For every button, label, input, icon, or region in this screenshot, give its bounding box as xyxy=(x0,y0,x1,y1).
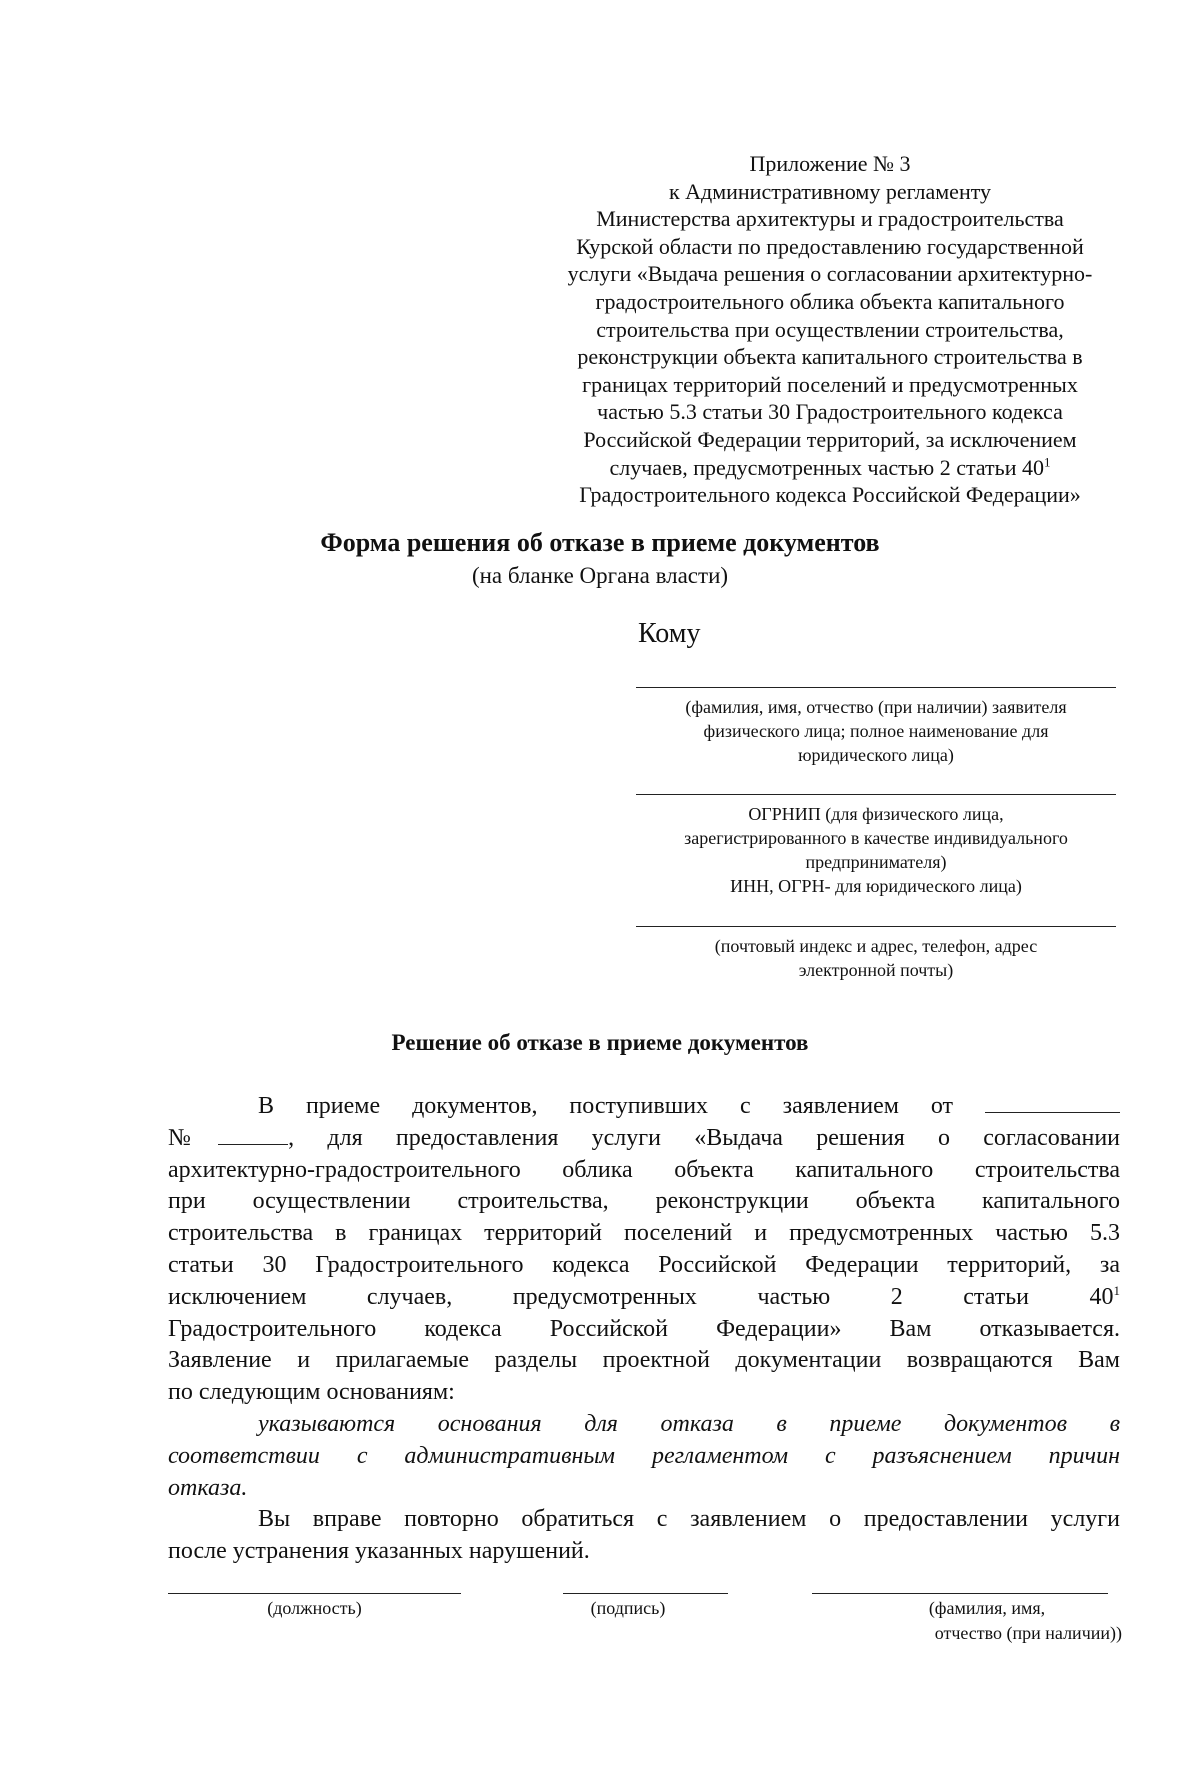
appendix-line: Градостроительного кодекса Российской Федерации» xyxy=(579,482,1081,508)
date-blank xyxy=(985,1092,1120,1113)
grounds-line: соответствии с административным регламентом с разъяснением причин xyxy=(168,1442,1120,1469)
body-line-text: В приеме документов, поступивших с заявлением от xyxy=(258,1093,954,1119)
appendix-line: Приложение № 3 xyxy=(749,151,911,176)
position-signature-line xyxy=(168,1593,461,1594)
field-caption: (почтовый индекс и адрес, телефон, адрес xyxy=(714,936,1038,956)
name-label xyxy=(812,1596,1122,1646)
recipient-name-field xyxy=(636,687,1116,767)
body-line: при осуществлении строительства, реконструкции объекта капитального xyxy=(168,1188,1120,1215)
body-line: архитектурно-градостроительного облика объекта капитального строительства xyxy=(168,1156,1120,1183)
field-caption: предпринимателя) xyxy=(805,852,947,872)
appendix-line: Министерства архитектуры и градостроительства xyxy=(596,206,1064,232)
name-label-line: (фамилия, имя, xyxy=(928,1598,1046,1618)
body-line xyxy=(168,1282,1120,1314)
field-caption: физического лица; полное наименование для xyxy=(703,721,1049,741)
field-caption: (фамилия, имя, отчество (при наличии) заявителя xyxy=(685,697,1067,717)
body-line: Заявление и прилагаемые разделы проектной документации возвращаются Вам xyxy=(168,1347,1120,1374)
form-subtitle: (на бланке Органа власти) xyxy=(471,563,729,588)
number-blank xyxy=(218,1124,288,1145)
number-sign: № xyxy=(168,1124,219,1151)
field-caption: ИНН, ОГРН- для юридического лица) xyxy=(730,876,1022,896)
name-label-line: отчество (при наличии)) xyxy=(934,1623,1122,1643)
body-line: после устранения указанных нарушений. xyxy=(168,1538,590,1565)
body-line: по следующим основаниям: xyxy=(168,1379,455,1406)
appendix-line: реконструкции объекта капитального строительства в xyxy=(577,344,1083,370)
appendix-line: Курской области по предоставлению государственной xyxy=(576,233,1084,259)
field-caption: электронной почты) xyxy=(798,960,954,980)
appendix-line: частью 5.3 статьи 30 Градостроительного кодекса xyxy=(597,399,1063,425)
body-line-text: , для предоставления услуги «Выдача решения о согласовании xyxy=(288,1124,1121,1151)
field-caption: зарегистрированного в качестве индивидуального xyxy=(684,828,1068,848)
position-label: (должность) xyxy=(267,1598,362,1618)
body-line xyxy=(168,1091,1120,1123)
field-caption: юридического лица) xyxy=(798,745,954,765)
body-line: Градостроительного кодекса Российской Федерации» Вам отказывается. xyxy=(168,1315,1120,1342)
body-line: строительства в границах территорий поселений и предусмотренных частью 5.3 xyxy=(168,1220,1120,1247)
superscript: 1 xyxy=(1043,454,1051,470)
appendix-line: Российской Федерации территорий, за исключением xyxy=(583,426,1077,452)
superscript: 1 xyxy=(1113,1282,1120,1298)
body-line xyxy=(168,1123,1120,1155)
appendix-header xyxy=(540,150,1120,509)
appendix-line: границах территорий поселений и предусмотренных xyxy=(582,371,1078,397)
appendix-line: к Административному регламенту xyxy=(668,178,992,204)
appendix-line: градостроительного облика объекта капитального xyxy=(595,288,1065,314)
appendix-line: услуги «Выдача решения о согласовании архитектурно- xyxy=(567,261,1093,287)
decision-title: Решение об отказе в приеме документов xyxy=(391,1030,809,1055)
body-line: статьи 30 Градостроительного кодекса Российской Федерации территорий, за xyxy=(168,1251,1120,1278)
body-line: Вы вправе повторно обратиться с заявлением о предоставлении услуги xyxy=(258,1506,1120,1533)
recipient-registration-field xyxy=(636,794,1116,898)
appendix-line: строительства при осуществлении строительства, xyxy=(596,316,1064,342)
name-signature-line xyxy=(812,1593,1108,1594)
decision-body xyxy=(168,1091,1120,1568)
appendix-line-text: случаев, предусмотренных частью 2 статьи 40 xyxy=(609,454,1044,480)
signature-label: (подпись) xyxy=(590,1598,666,1618)
appendix-line-with-superscript xyxy=(540,454,1120,482)
grounds-line: указываются основания для отказа в приеме документов в xyxy=(258,1410,1120,1437)
recipient-label: Кому xyxy=(638,618,701,649)
form-title: Форма решения об отказе в приеме документов xyxy=(320,528,880,557)
grounds-line: отказа. xyxy=(168,1474,248,1501)
body-line-text: исключением случаев, предусмотренных частью 2 статьи 40 xyxy=(168,1283,1114,1310)
signature-line xyxy=(563,1593,728,1594)
field-caption: ОГРНИП (для физического лица, xyxy=(748,804,1004,824)
recipient-address-field xyxy=(636,926,1116,982)
